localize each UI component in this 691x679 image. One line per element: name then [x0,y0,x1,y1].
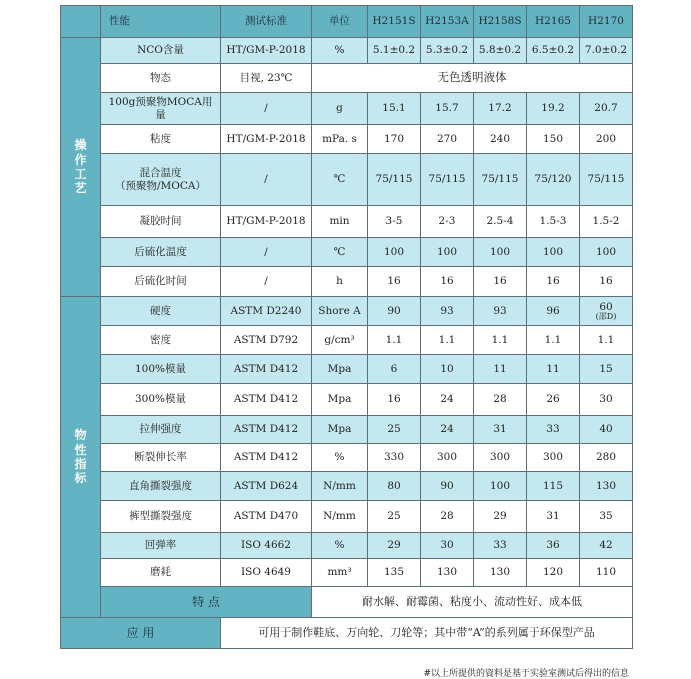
row-value: 1.1 [580,326,633,355]
row-value: 15 [580,355,633,384]
row-value: 20.7 [580,93,633,125]
header-model: H2151S [368,6,421,38]
header-corner [61,6,101,38]
row-value: 300 [421,444,474,472]
row-value: 135 [368,559,421,587]
row-value: 75/115 [421,154,474,206]
row-value: 19.2 [527,93,580,125]
row-unit: N/mm [312,472,368,501]
row-density [61,326,633,355]
row-value: 170 [368,125,421,154]
row-unit: % [312,533,368,559]
row-name: 断裂伸长率 [101,444,221,472]
header-model: H2153A [421,6,474,38]
row-value: 115 [527,472,580,501]
row-merged-value: 无色透明液体 [312,64,633,93]
row-value: 60 (邵D) [580,297,633,326]
application-text: 可用于制作鞋底、万向轮、刀轮等；其中带“A”的系列属于环保型产品 [221,618,633,649]
row-value: 90 [421,472,474,501]
row-standard: 目视, 23℃ [221,64,312,93]
row-name: 后硫化温度 [101,238,221,267]
row-name: 拉伸强度 [101,416,221,444]
row-cure-time [61,267,633,297]
row-nco [61,38,633,64]
row-hardness [61,297,633,326]
row-name: 裤型撕裂强度 [101,501,221,533]
row-value: 1.5-2 [580,206,633,238]
row-value: 240 [474,125,527,154]
row-mod300 [61,384,633,416]
row-value: 1.1 [474,326,527,355]
header-model: H2170 [580,6,633,38]
row-standard: / [221,238,312,267]
row-standard: ASTM D412 [221,416,312,444]
row-value: 1.1 [421,326,474,355]
row-unit: mPa. s [312,125,368,154]
row-value: 100 [527,238,580,267]
header-row [61,6,633,38]
row-value: 36 [527,533,580,559]
row-value: 3-5 [368,206,421,238]
row-value: 16 [368,384,421,416]
row-viscosity [61,125,633,154]
row-moca [61,93,633,125]
row-name: 硬度 [101,297,221,326]
row-value: 2.5-4 [474,206,527,238]
row-value: 16 [527,267,580,297]
row-name: 混合温度 （预聚物/MOCA） [101,154,221,206]
row-value: 15.7 [421,93,474,125]
row-standard: / [221,267,312,297]
row-value: 25 [368,501,421,533]
row-value: 80 [368,472,421,501]
row-value: 93 [474,297,527,326]
row-value: 5.8±0.2 [474,38,527,64]
spec-table [60,5,633,649]
row-value: 120 [527,559,580,587]
row-value: 130 [580,472,633,501]
row-standard: ASTM D412 [221,384,312,416]
row-elongation [61,444,633,472]
header-standard: 测试标准 [221,6,312,38]
row-unit: ℃ [312,238,368,267]
group-label-process: 操 作 工 艺 [61,38,101,297]
row-value: 42 [580,533,633,559]
row-value: 10 [421,355,474,384]
row-value: 75/120 [527,154,580,206]
row-unit: g/cm³ [312,326,368,355]
row-mix-temp [61,154,633,206]
row-cure-temp [61,238,633,267]
row-value: 11 [527,355,580,384]
row-value: 100 [474,472,527,501]
row-features [61,587,633,618]
row-unit: % [312,444,368,472]
row-standard: ASTM D412 [221,355,312,384]
row-value: 28 [421,501,474,533]
row-unit: mm³ [312,559,368,587]
row-value: 100 [474,238,527,267]
row-standard: HT/GM-P-2018 [221,125,312,154]
row-value: 11 [474,355,527,384]
row-name: 后硫化时间 [101,267,221,297]
row-value: 1.5-3 [527,206,580,238]
row-value: 33 [474,533,527,559]
header-model: H2158S [474,6,527,38]
row-unit: Mpa [312,355,368,384]
row-value: 75/115 [474,154,527,206]
row-standard: ASTM D470 [221,501,312,533]
row-name: 回弹率 [101,533,221,559]
row-value: 110 [580,559,633,587]
row-value: 33 [527,416,580,444]
row-unit: min [312,206,368,238]
row-rebound [61,533,633,559]
footnote: #以上所提供的資料是基于实验室测试后得出的信息 [423,669,629,679]
row-standard: HT/GM-P-2018 [221,206,312,238]
row-value: 29 [368,533,421,559]
row-value: 35 [580,501,633,533]
row-value: 15.1 [368,93,421,125]
row-standard: / [221,93,312,125]
row-value: 16 [421,267,474,297]
row-tear-trouser [61,501,633,533]
row-standard: ISO 4649 [221,559,312,587]
row-value: 300 [474,444,527,472]
row-standard: ASTM D624 [221,472,312,501]
row-value: 280 [580,444,633,472]
row-unit: g [312,93,368,125]
row-unit: N/mm [312,501,368,533]
row-value: 30 [421,533,474,559]
row-value: 5.1±0.2 [368,38,421,64]
row-value: 30 [580,384,633,416]
row-standard: ASTM D792 [221,326,312,355]
row-name: 密度 [101,326,221,355]
row-value: 90 [368,297,421,326]
row-tensile [61,416,633,444]
row-value: 130 [474,559,527,587]
row-name: 磨耗 [101,559,221,587]
row-value: 6 [368,355,421,384]
row-abrasion [61,559,633,587]
row-value: 200 [580,125,633,154]
row-application [61,618,633,649]
row-value: 270 [421,125,474,154]
row-standard: ASTM D412 [221,444,312,472]
row-value: 31 [474,416,527,444]
row-value: 1.1 [527,326,580,355]
row-value: 29 [474,501,527,533]
row-unit: % [312,38,368,64]
row-unit: Mpa [312,384,368,416]
row-value: 31 [527,501,580,533]
features-text: 耐水解、耐霉菌、粘度小、流动性好、成本低 [312,587,633,618]
row-value: 330 [368,444,421,472]
row-value: 7.0±0.2 [580,38,633,64]
row-name: 300%模量 [101,384,221,416]
row-name: 100%模量 [101,355,221,384]
row-value: 150 [527,125,580,154]
row-value: 96 [527,297,580,326]
row-unit: Shore A [312,297,368,326]
row-value: 24 [421,384,474,416]
row-state [61,64,633,93]
row-standard: / [221,154,312,206]
row-value: 300 [527,444,580,472]
row-value: 16 [368,267,421,297]
row-name: NCO含量 [101,38,221,64]
row-value: 26 [527,384,580,416]
row-value: 40 [580,416,633,444]
row-name: 物态 [101,64,221,93]
row-standard: ASTM D2240 [221,297,312,326]
row-name: 粘度 [101,125,221,154]
row-standard: HT/GM-P-2018 [221,38,312,64]
row-value: 5.3±0.2 [421,38,474,64]
row-value-note: (邵D) [595,312,617,322]
row-value: 28 [474,384,527,416]
row-gel-time [61,206,633,238]
row-value: 75/115 [580,154,633,206]
row-value: 24 [421,416,474,444]
row-value: 100 [421,238,474,267]
row-unit: h [312,267,368,297]
row-value: 17.2 [474,93,527,125]
row-value: 25 [368,416,421,444]
row-tear-angle [61,472,633,501]
row-value: 100 [368,238,421,267]
header-unit: 单位 [312,6,368,38]
row-unit: Mpa [312,416,368,444]
row-unit: ℃ [312,154,368,206]
row-standard: ISO 4662 [221,533,312,559]
row-value: 2-3 [421,206,474,238]
header-property: 性能 [101,6,221,38]
group-label-physical: 物 性 指 标 [61,297,101,618]
row-value: 16 [580,267,633,297]
row-value: 16 [474,267,527,297]
row-name: 100g预聚物MOCA用量 [101,93,221,125]
row-name: 直角撕裂强度 [101,472,221,501]
row-name: 凝胶时间 [101,206,221,238]
row-value: 100 [580,238,633,267]
row-mod100 [61,355,633,384]
row-value: 75/115 [368,154,421,206]
header-model: H2165 [527,6,580,38]
row-value: 130 [421,559,474,587]
features-label: 特 点 [101,587,312,618]
row-value: 1.1 [368,326,421,355]
row-value: 6.5±0.2 [527,38,580,64]
row-value: 93 [421,297,474,326]
application-label: 应 用 [61,618,221,649]
